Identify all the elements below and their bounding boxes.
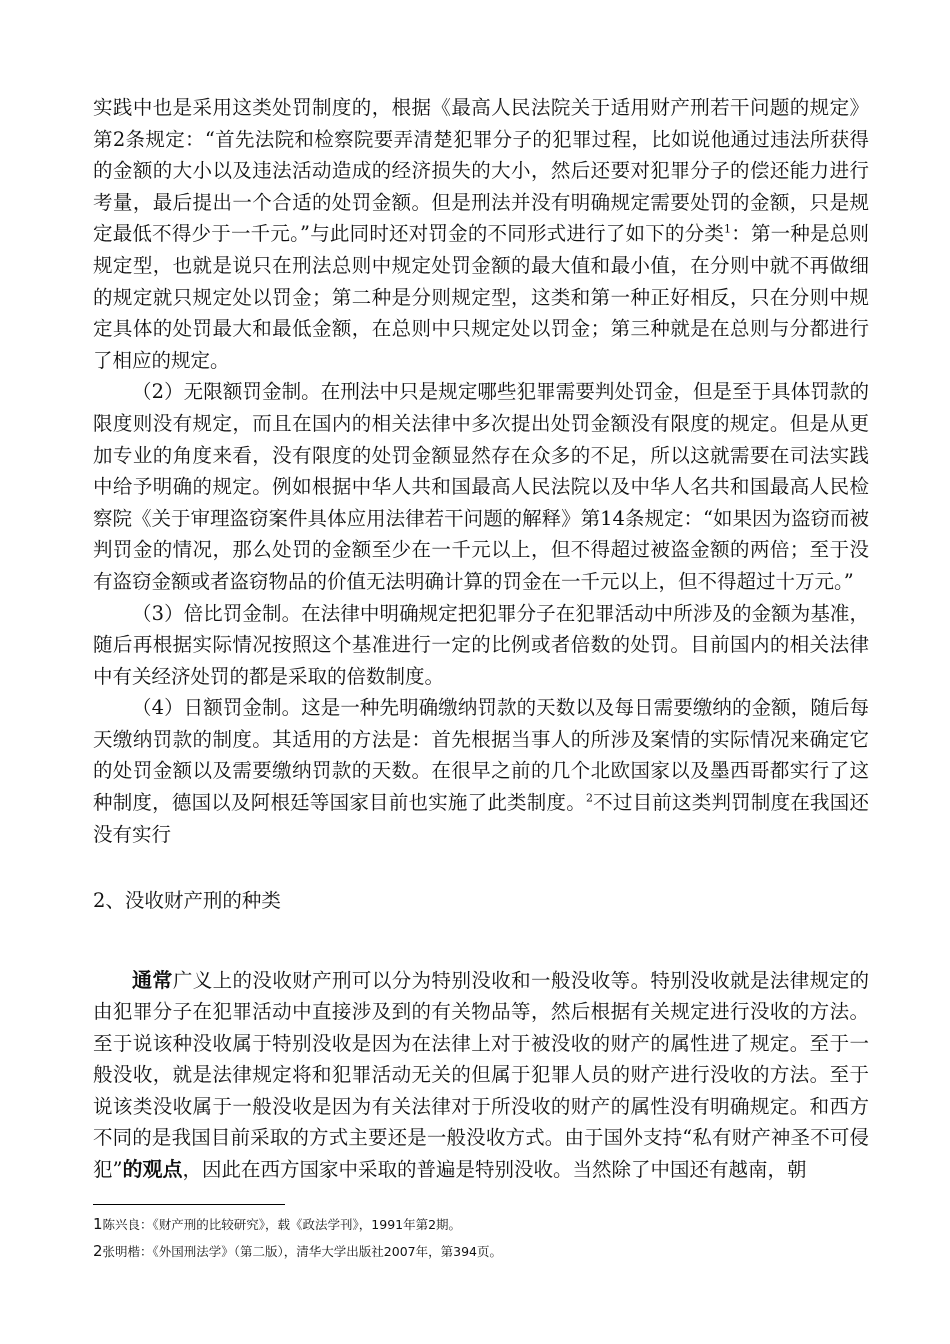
footnote-ref-2[interactable]: 2 — [585, 791, 593, 805]
paragraph-2: （2）无限额罚金制。在刑法中只是规定哪些犯罪需要判处罚金，但是至于具体罚款的限度则没有规定，而且在国内的相关法律中多次提出处罚金额没有限度的规定。但是从更加专业的角度来看，没有限度的处罚金额显然存在众多的不足，所以这就需要在司法实践中给予明确的规定。例如根据中华人共和国最高人民法院以及中华人名共和国最高人民检察院《关于审理盗窃案件具体应用法律若干问题的解释》第14条规定：“如果因为盗窃而被判罚金的情况，那么处罚的金额至少在一千元以上，但不得超过被盗金额的两倍；至于没有盗窃金额或者盗窃物品的价值无法明确计算的罚金在一千元以上，但不得超过十万元。” — [93, 380, 869, 593]
paragraph-3: （3）倍比罚金制。在法律中明确规定把犯罪分子在犯罪活动中所涉及的金额为基准，随后再根据实际情况按照这个基准进行一定的比例或者倍数的处罚。目前国内的相关法律中有关经济处罚的都是采取的倍数制度。 — [93, 601, 869, 688]
body-text-top — [93, 92, 869, 850]
footnote-1: 1陈兴良：《财产刑的比较研究》，载《政法学刊》，1991年第2期。 — [93, 1215, 462, 1233]
footnote-2: 2张明楷：《外国刑法学》（第二版），清华大学出版社2007年，第394页。 — [93, 1242, 502, 1260]
footnote-ref-1[interactable]: 1 — [724, 222, 732, 236]
footnote-separator — [93, 1204, 285, 1205]
paragraph-4: （4）日额罚金制。这是一种先明确缴纳罚款的天数以及每日需要缴纳的金额，随后每天缴纳罚款的制度。其适用的方法是：首先根据当事人的所涉及案情的实际情况来确定它的处罚金额以及需要缴纳罚款的天数。在很早之前的几个北欧国家以及墨西哥都实行了这种制度，德国以及阿根廷等国家目前也实施了此类制度。$^2$不过目前这类判罚制度在我国还没有实行 — [93, 696, 869, 846]
section-heading: 2、没收财产刑的种类 — [93, 889, 281, 912]
body-text-bottom — [93, 945, 869, 1205]
paragraph-5: 通常广义上的没收财产刑可以分为特别没收和一般没收等。特别没收就是法律规定的由犯罪分子在犯罪活动中直接涉及到的有关物品等，然后根据有关规定进行没收的方法。至于说该种没收属于特别没收是因为在法律上对于被没收的财产的属性进了规定。至于一般没收，就是法律规定将和犯罪活动无关的但属于犯罪人员的财产进行没收的方法。至于说该类没收属于一般没收是因为有关法律对于所没收的财产的属性没有明确规定。和西方不同的是我国目前采取的方式主要还是一般没收方式。由于国外支持“私有财产神圣不可侵犯”的观点，因此在西方国家中采取的普遍是特别没收。当然除了中国还有越南，朝 — [93, 967, 869, 1182]
lead-bold-word: 通常 — [132, 967, 173, 992]
mid-bold-words: 的观点 — [122, 1157, 183, 1182]
footnotes — [93, 1211, 502, 1265]
paragraph-1: 实践中也是采用这类处罚制度的，根据《最高人民法院关于适用财产刑若干问题的规定》第2条规定：“首先法院和检察院要弄清楚犯罪分子的犯罪过程，比如说他通过违法所获得的金额的大小以及违法活动造成的经济损失的大小，然后还要对犯罪分子的偿还能力进行考量，最后提出一个合适的处罚金额。但是刑法并没有明确规定需要处罚的金额，只是规定最低不得少于一千元。”与此同时还对罚金的不同形式进行了如下的分类$^1$：第一种是总则规定型，也就是说只在刑法总则中规定处罚金额的最大值和最小值，在分则中就不再做细的规定就只规定处以罚金；第二种是分则规定型，这类和第一种正好相反，只在分则中规定具体的处罚最大和最低金额，在总则中只规定处以罚金；第三种就是在总则与分都进行了相应的规定。 — [93, 96, 869, 372]
